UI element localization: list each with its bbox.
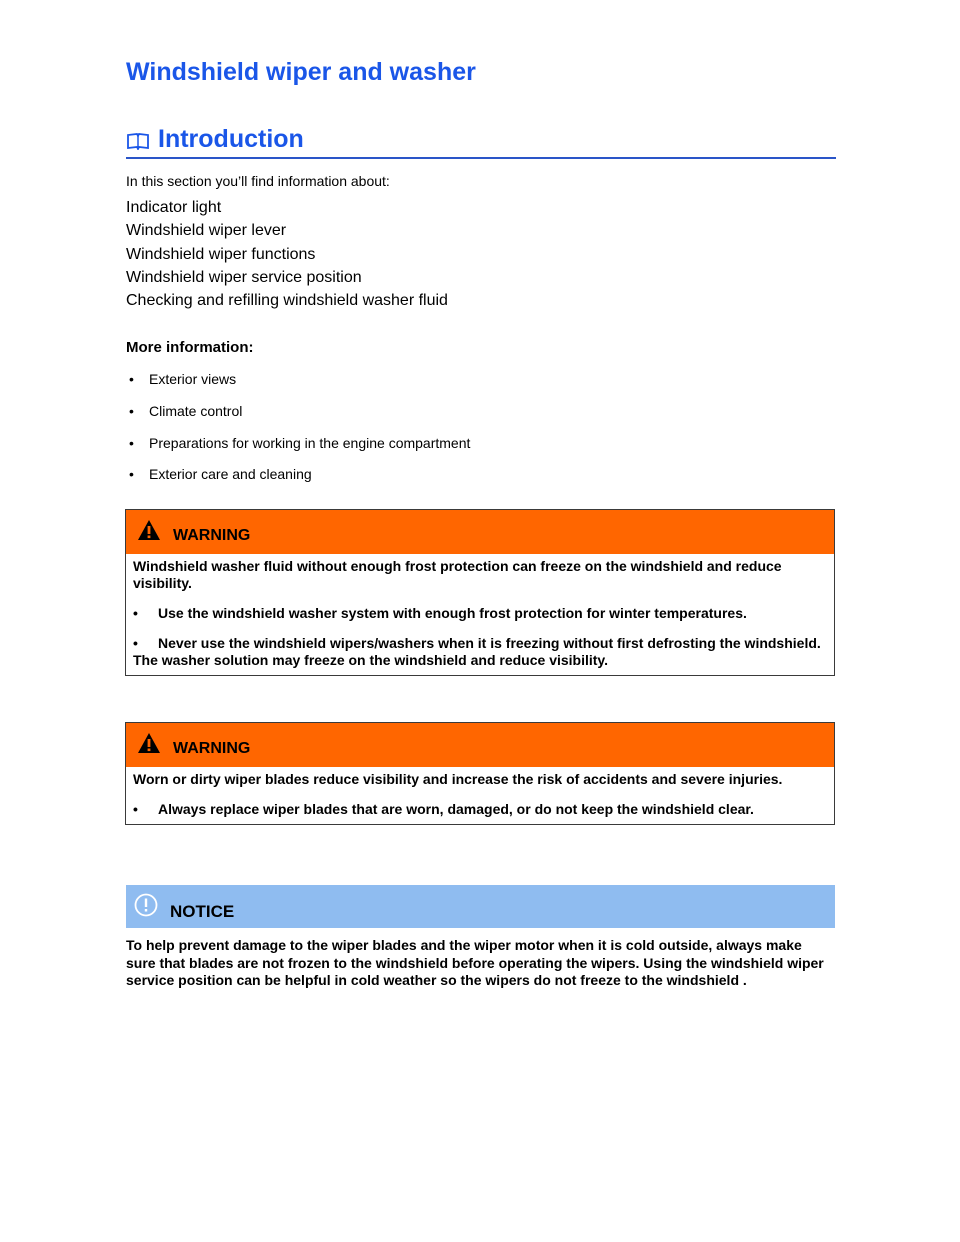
book-icon <box>126 132 150 150</box>
bullet-icon: • <box>133 635 138 651</box>
bullet-icon: • <box>129 434 134 451</box>
bullet-icon: • <box>129 402 134 419</box>
warning-label: WARNING <box>173 527 251 544</box>
topic-list <box>126 197 448 313</box>
warning-bullet: • Always replace wiper blades that are worn, damaged, or do not keep the windshield clear. <box>133 801 754 817</box>
section-heading: Introduction <box>158 125 304 153</box>
warning-label: WARNING <box>173 740 251 757</box>
bullet-icon: • <box>133 801 138 817</box>
warning-triangle-icon <box>137 519 161 541</box>
topic-link-wiper-lever[interactable]: Windshield wiper lever <box>126 222 287 240</box>
more-item-engine-compartment[interactable]: • Preparations for working in the engine compartment <box>129 434 471 451</box>
warning-triangle-icon <box>137 732 161 754</box>
more-item-climate-control[interactable]: • Climate control <box>129 402 243 419</box>
topic-link-service-position[interactable]: Windshield wiper service position <box>126 268 362 286</box>
topic-link-indicator-light[interactable]: Indicator light <box>126 199 222 216</box>
bullet-icon: • <box>129 466 134 483</box>
topic-link-washer-fluid[interactable]: Checking and refilling windshield washer fluid <box>126 292 448 310</box>
section-header <box>126 125 836 159</box>
intro-text: In this section you’ll find information about: <box>126 173 390 189</box>
warning-bullet: • Use the windshield washer system with enough frost protection for winter temperatures. <box>133 605 747 621</box>
warning-text: Windshield washer fluid without enough frost protection can freeze on the windshield and reduce visibility. <box>133 558 782 591</box>
notice-label: NOTICE <box>170 902 235 921</box>
warning-header <box>126 723 834 767</box>
bullet-icon: • <box>129 371 134 387</box>
warning-box-frost <box>125 509 835 676</box>
more-information-list <box>126 370 470 497</box>
notice-header <box>126 885 835 928</box>
warning-box-wiper-blades <box>125 722 835 825</box>
topic-link-wiper-functions[interactable]: Windshield wiper functions <box>126 245 316 263</box>
more-information-heading: More information: <box>126 339 254 356</box>
warning-bullet: • Never use the windshield wipers/washers when it is freezing without first defrosting the windshield. The washer solution may freeze on the windshield and reduce visibility. <box>133 635 821 668</box>
page-title: Windshield wiper and washer <box>126 58 476 86</box>
warning-text: Worn or dirty wiper blades reduce visibility and increase the risk of accidents and severe injuries. <box>133 771 783 787</box>
more-item-exterior-care[interactable]: • Exterior care and cleaning <box>129 466 312 483</box>
warning-header <box>126 510 834 554</box>
notice-text: To help prevent damage to the wiper blades and the wiper motor when it is cold outside, always make sure that blades are not frozen to the windshield before operating the wipers. Using the windshield wiper service position can be helpful in cold weather so the wipers do not freeze to the windshield . <box>126 937 824 988</box>
exclamation-circle-icon <box>134 893 158 917</box>
more-item-exterior-views[interactable]: • Exterior views <box>129 371 237 387</box>
bullet-icon: • <box>133 605 138 621</box>
